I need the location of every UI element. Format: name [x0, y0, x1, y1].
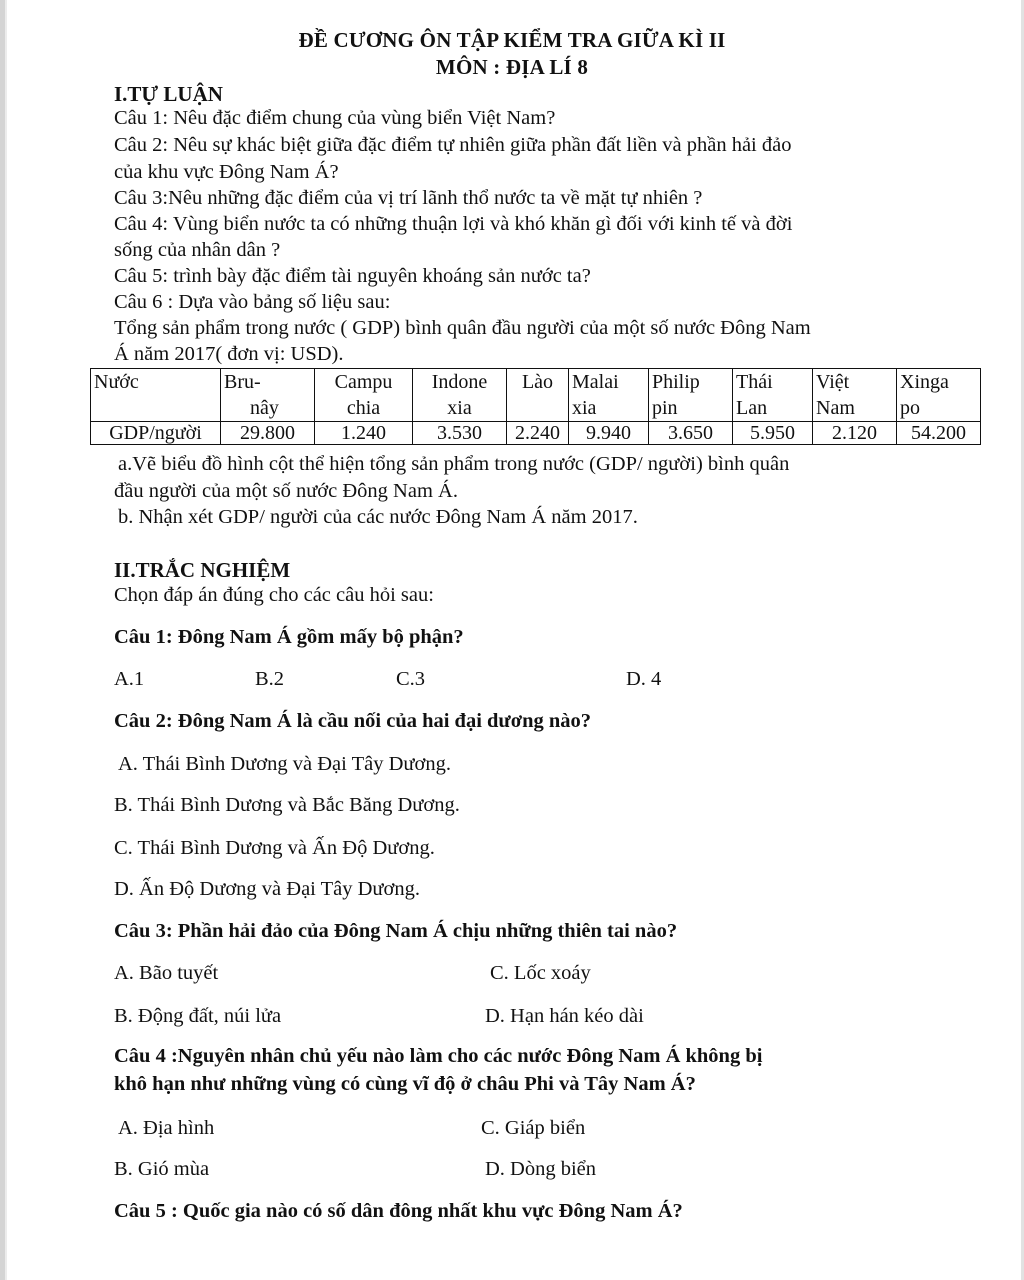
table-caption-line1: Tổng sản phẩm trong nước ( GDP) bình quân đầu người của một số nước Đông Nam [114, 317, 811, 339]
gdp-value-cell: 3.650 [649, 422, 733, 445]
mc-q3-option-d: D. Hạn hán kéo dài [485, 1005, 644, 1027]
gdp-value-cell: 29.800 [221, 422, 315, 445]
document-subject: MÔN : ĐỊA LÍ 8 [435, 55, 589, 79]
mc-q1-option-b: B.2 [255, 668, 285, 690]
table-caption-line2: Á năm 2017( đơn vị: USD). [114, 343, 344, 365]
country-cell: Việt Nam [813, 369, 897, 422]
country-cell: Xinga po [897, 369, 981, 422]
mc-q4-option-d: D. Dòng biển [485, 1158, 597, 1180]
mc-q3-option-b: B. Động đất, núi lửa [114, 1005, 282, 1027]
country-cell: Lào [507, 369, 569, 422]
country-cell: Philip pin [649, 369, 733, 422]
mc-question-5: Câu 5 : Quốc gia nào có số dân đông nhất khu vực Đông Nam Á? [114, 1200, 683, 1222]
essay-question-4-line1: Câu 4: Vùng biển nước ta có những thuận lợi và khó khăn gì đối với kinh tế và đời [114, 213, 793, 235]
mc-q3-option-a: A. Bão tuyết [114, 962, 219, 984]
gdp-value-cell: 2.240 [507, 422, 569, 445]
mc-q1-option-c: C.3 [396, 668, 426, 690]
country-cell: Campu chia [315, 369, 413, 422]
gdp-value-cell: 2.120 [813, 422, 897, 445]
mc-instruction: Chọn đáp án đúng cho các câu hỏi sau: [114, 584, 434, 606]
mc-question-4-line1: Câu 4 :Nguyên nhân chủ yếu nào làm cho các nước Đông Nam Á không bị [114, 1045, 763, 1067]
document-title: ĐỀ CƯƠNG ÔN TẬP KIỂM TRA GIỮA KÌ II [298, 28, 726, 52]
essay-question-3: Câu 3:Nêu những đặc điểm của vị trí lãnh thổ nước ta về mặt tự nhiên ? [114, 187, 703, 209]
mc-q2-option-d: D. Ấn Độ Dương và Đại Tây Dương. [114, 878, 420, 900]
task-a-line1: a.Vẽ biểu đồ hình cột thể hiện tổng sản phẩm trong nước (GDP/ người) bình quân [118, 453, 790, 475]
essay-question-2-line2: của khu vực Đông Nam Á? [114, 161, 339, 183]
mc-question-3: Câu 3: Phần hải đảo của Đông Nam Á chịu những thiên tai nào? [114, 920, 678, 942]
country-cell: Bru- nây [221, 369, 315, 422]
task-b: b. Nhận xét GDP/ người của các nước Đông Nam Á năm 2017. [118, 506, 638, 528]
gdp-table [90, 368, 981, 445]
mc-q2-option-b: B. Thái Bình Dương và Bắc Băng Dương. [114, 794, 460, 816]
mc-q4-option-a: A. Địa hình [118, 1117, 215, 1139]
mc-q2-option-c: C. Thái Bình Dương và Ấn Độ Dương. [114, 837, 435, 859]
gdp-value-cell: 9.940 [569, 422, 649, 445]
essay-question-5: Câu 5: trình bày đặc điểm tài nguyên khoáng sản nước ta? [114, 265, 591, 287]
table-row-header: Nước [91, 369, 221, 422]
gdp-value-cell: 5.950 [733, 422, 813, 445]
mc-question-4-line2: khô hạn như những vùng có cùng vĩ độ ở châu Phi và Tây Nam Á? [114, 1073, 696, 1095]
table-header-row [91, 369, 981, 422]
mc-q1-option-d: D. 4 [626, 668, 662, 690]
mc-q2-option-a: A. Thái Bình Dương và Đại Tây Dương. [118, 753, 451, 775]
essay-question-2-line1: Câu 2: Nêu sự khác biệt giữa đặc điểm tự nhiên giữa phần đất liền và phần hải đảo [114, 134, 792, 156]
country-cell: Malai xia [569, 369, 649, 422]
country-cell: Indone xia [413, 369, 507, 422]
section-heading-essay: I.TỰ LUẬN [114, 82, 223, 106]
mc-q4-option-b: B. Gió mùa [114, 1158, 210, 1180]
table-row-label: GDP/người [91, 422, 221, 445]
gdp-value-cell: 3.530 [413, 422, 507, 445]
page-shadow-left-inner [5, 0, 7, 1280]
gdp-value-cell: 54.200 [897, 422, 981, 445]
mc-q1-option-a: A.1 [114, 668, 145, 690]
task-a-line2: đầu người của một số nước Đông Nam Á. [114, 480, 458, 502]
gdp-value-cell: 1.240 [315, 422, 413, 445]
mc-q4-option-c: C. Giáp biển [481, 1117, 586, 1139]
mc-question-1: Câu 1: Đông Nam Á gồm mấy bộ phận? [114, 626, 464, 648]
mc-question-2: Câu 2: Đông Nam Á là cầu nối của hai đại dương nào? [114, 710, 592, 732]
essay-question-1: Câu 1: Nêu đặc điểm chung của vùng biển Việt Nam? [114, 107, 556, 129]
country-cell: Thái Lan [733, 369, 813, 422]
mc-q3-option-c: C. Lốc xoáy [490, 962, 591, 984]
section-heading-multiple-choice: II.TRẮC NGHIỆM [114, 558, 291, 582]
table-data-row [91, 422, 981, 445]
essay-question-6: Câu 6 : Dựa vào bảng số liệu sau: [114, 291, 391, 313]
essay-question-4-line2: sống của nhân dân ? [114, 239, 281, 261]
